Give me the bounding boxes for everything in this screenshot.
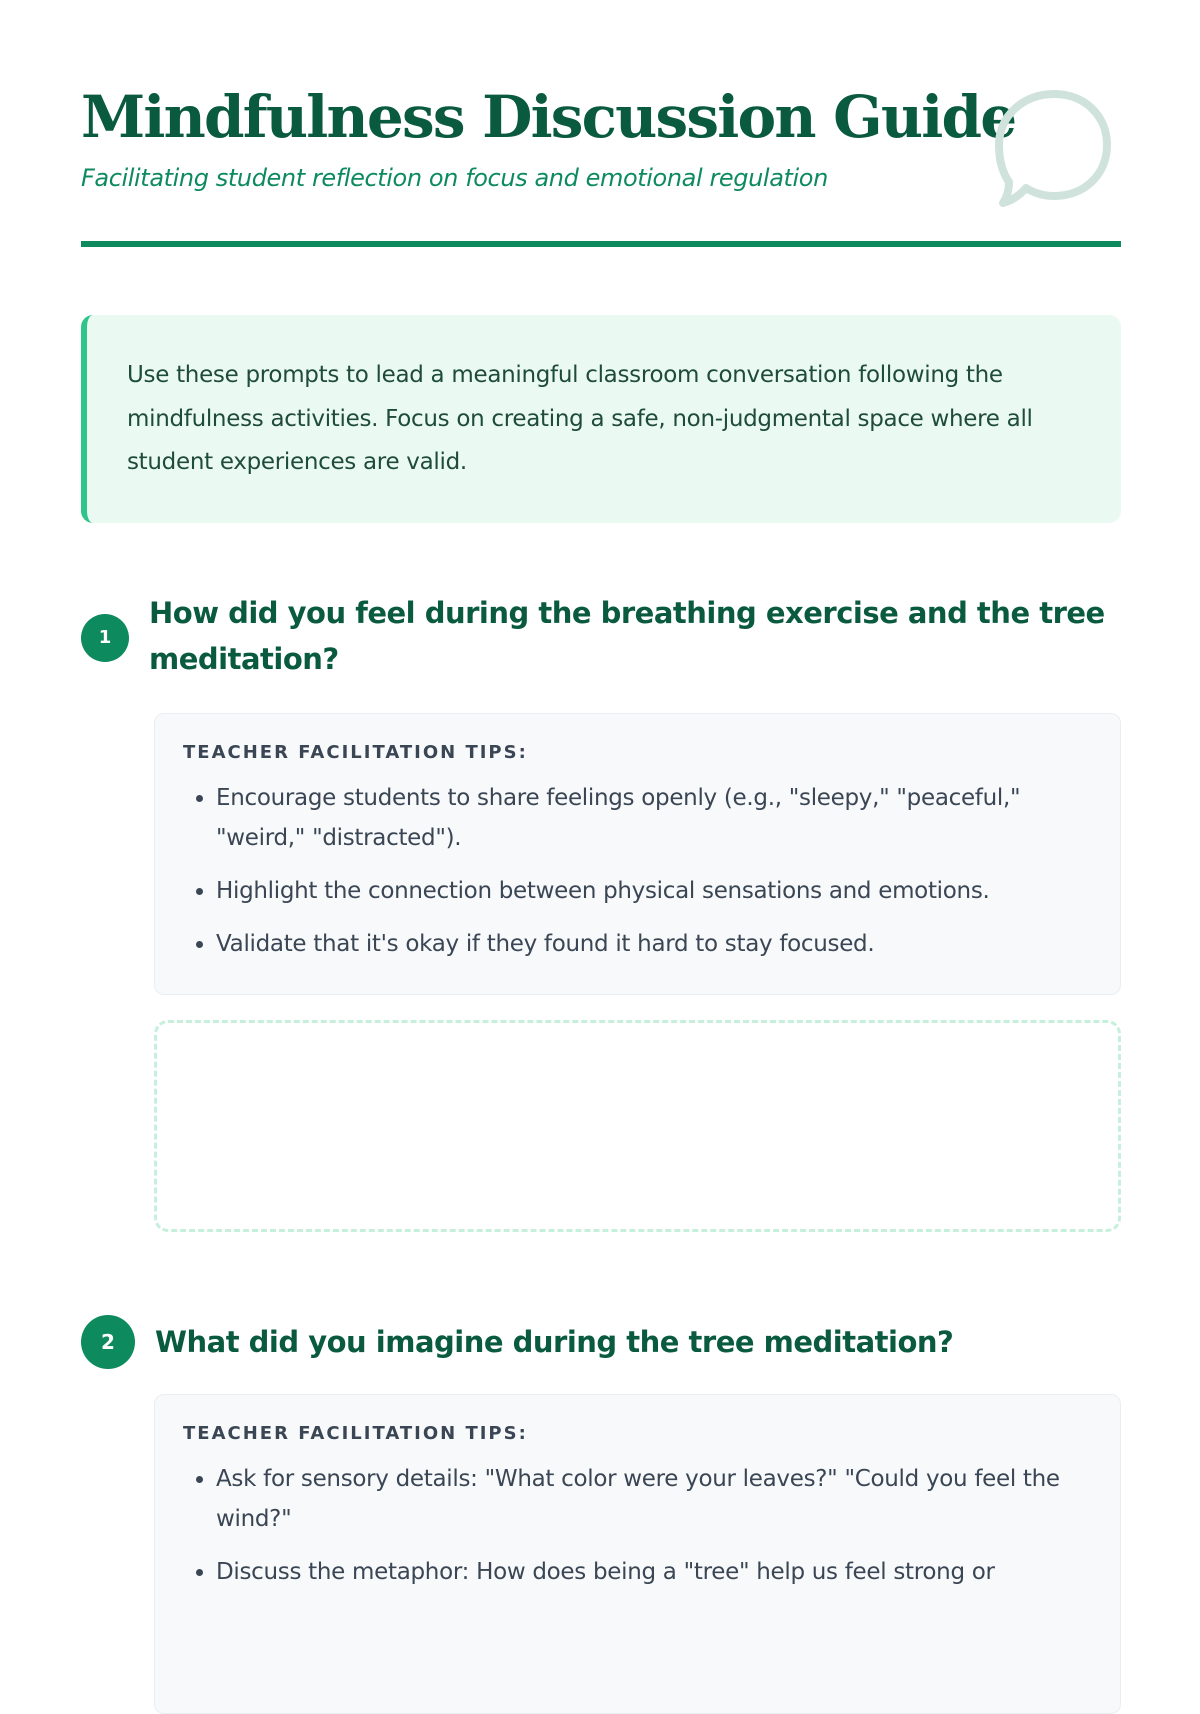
chat-bubble-icon xyxy=(989,84,1119,214)
page-header xyxy=(81,80,1121,248)
tip-item: • Validate that it's okay if they found it hard to stay focused. xyxy=(216,924,1092,964)
tips-heading: TEACHER FACILITATION TIPS: xyxy=(183,742,528,763)
question-title: How did you feel during the breathing exercise and the tree meditation? xyxy=(149,596,1105,676)
question-title: What did you imagine during the tree meditation? xyxy=(155,1325,954,1359)
tip-item: • Highlight the connection between physical sensations and emotions. xyxy=(216,871,1092,911)
tip-item: • Encourage students to share feelings openly (e.g., "sleepy," "peaceful," "weird," "distracted"). xyxy=(216,778,1092,858)
tips-list xyxy=(183,778,1092,964)
tip-item: • Discuss the metaphor: How does being a "tree" help us feel strong or xyxy=(216,1552,1092,1592)
question-1 xyxy=(81,590,1121,1240)
facilitation-tips-box xyxy=(154,713,1121,995)
tips-heading: TEACHER FACILITATION TIPS: xyxy=(183,1423,528,1444)
header-divider xyxy=(81,241,1121,247)
page-subtitle: Facilitating student reflection on focus and emotional regulation xyxy=(81,164,828,192)
facilitation-tips-box xyxy=(154,1394,1121,1714)
intro-text: Use these prompts to lead a meaningful classroom conversation following the mindfulness activities. Focus on creating a safe, non-judgmental space where all student experiences are valid. xyxy=(127,362,1033,475)
tips-list xyxy=(183,1459,1092,1592)
response-notes-box[interactable] xyxy=(154,1020,1121,1232)
question-2 xyxy=(81,1315,1121,1600)
intro-callout xyxy=(81,315,1121,523)
question-number-badge: 2 xyxy=(81,1315,135,1369)
page-title: Mindfulness Discussion Guide xyxy=(81,83,1016,151)
question-number-badge: 1 xyxy=(81,614,129,662)
tip-item: • Ask for sensory details: "What color were your leaves?" "Could you feel the wind?" xyxy=(216,1459,1092,1539)
discussion-guide-page xyxy=(81,0,1121,1600)
